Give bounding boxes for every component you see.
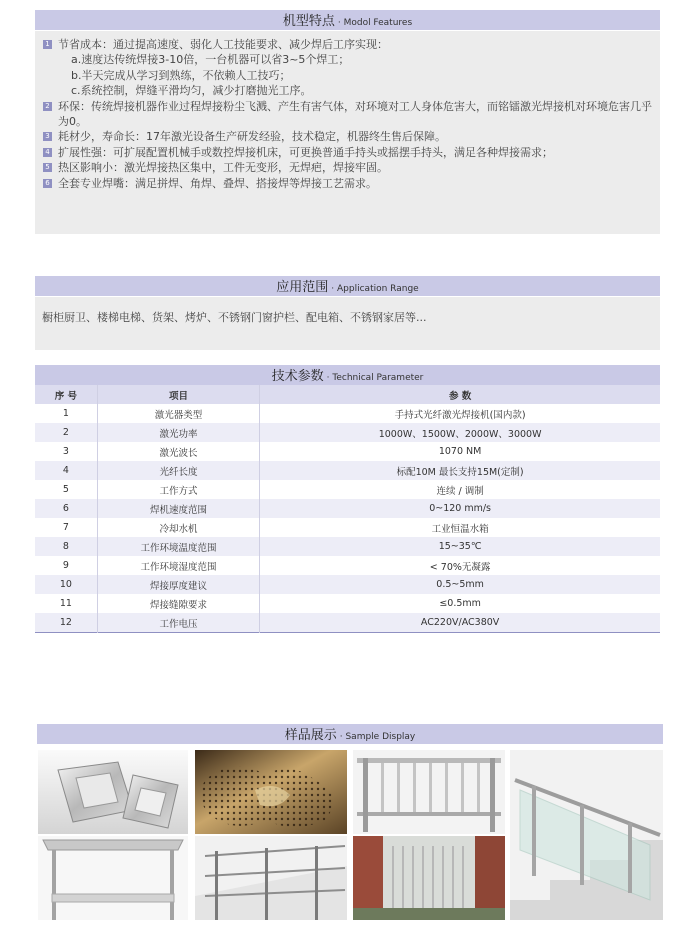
param-item: 激光器类型 — [97, 404, 259, 423]
param-index: 10 — [35, 575, 97, 594]
param-index: 4 — [35, 461, 97, 480]
features-title: 机型特点 — [282, 14, 335, 29]
table-row — [35, 575, 660, 594]
param-value: 连续 / 调制 — [260, 480, 660, 499]
features-list — [35, 31, 660, 191]
application-box — [35, 297, 660, 350]
param-item: 焊接厚度建议 — [97, 575, 259, 594]
sample-image-work-table — [38, 836, 188, 920]
param-value: 0~120 mm/s — [260, 499, 660, 518]
param-item: 冷却水机 — [97, 518, 259, 537]
sample-image-balcony-railing — [195, 836, 347, 920]
param-value: 工业恒温水箱 — [260, 518, 660, 537]
table-row — [35, 613, 660, 633]
application-text: 橱柜厨卫、楼梯电梯、货架、烤炉、不锈钢门窗护栏、配电箱、不锈钢家居等... — [42, 311, 427, 324]
samples-title: 样品展示 — [284, 728, 337, 743]
param-index: 1 — [35, 404, 97, 423]
param-index: 3 — [35, 442, 97, 461]
feature-number-badge: 1 — [43, 40, 52, 49]
parameters-table — [35, 385, 660, 633]
param-index: 11 — [35, 594, 97, 613]
param-value: 1070 NM — [260, 442, 660, 461]
table-header-row — [35, 385, 660, 404]
feature-number-badge: 2 — [43, 102, 52, 111]
application-title-en: · Application Range — [331, 284, 419, 294]
param-index: 6 — [35, 499, 97, 518]
sample-image-steel-letters — [38, 750, 188, 834]
feature-text: 耗材少，寿命长：17年激光设备生产研发经验，技术稳定，机器终生售后保障。 — [58, 130, 446, 144]
feature-sub-item: c.系统控制，焊缝平滑均匀，减少打磨抛光工序。 — [71, 84, 312, 98]
features-box — [35, 31, 660, 234]
param-index: 9 — [35, 556, 97, 575]
feature-number-badge: 3 — [43, 132, 52, 141]
param-item: 激光波长 — [97, 442, 259, 461]
feature-item — [43, 99, 660, 130]
param-value: ≤0.5mm — [260, 594, 660, 613]
param-item: 工作方式 — [97, 480, 259, 499]
table-row — [35, 442, 660, 461]
parameters-table-body — [35, 404, 660, 633]
param-value: 0.5~5mm — [260, 575, 660, 594]
features-title-en: · Modol Features — [337, 18, 413, 28]
column-header-item: 项目 — [97, 385, 259, 404]
feature-sub-item: b.半天完成从学习到熟练，不依赖人工技巧； — [71, 68, 291, 82]
param-index: 5 — [35, 480, 97, 499]
feature-item — [43, 160, 660, 175]
features-header — [35, 10, 660, 30]
samples-header — [37, 724, 663, 744]
param-item: 焊机速度范围 — [97, 499, 259, 518]
feature-number-badge: 5 — [43, 163, 52, 172]
sample-image-railing — [353, 750, 505, 834]
table-row — [35, 461, 660, 480]
param-index: 7 — [35, 518, 97, 537]
feature-text: 环保：传统焊接机器作业过程焊接粉尘飞溅、产生有害气体，对环境对工人身体危害大，而铭镭激光焊接机对环境危害几乎为0。 — [58, 99, 652, 129]
feature-number-badge: 6 — [43, 179, 52, 188]
feature-number-badge: 4 — [43, 148, 52, 157]
param-item: 激光功率 — [97, 423, 259, 442]
param-value: 标配10M 最长支持15M(定制) — [260, 461, 660, 480]
application-header — [35, 276, 660, 296]
param-item: 工作环境温度范围 — [97, 537, 259, 556]
sample-image-perforated-sheet — [195, 750, 347, 834]
param-value: 15~35℃ — [260, 537, 660, 556]
param-item: 光纤长度 — [97, 461, 259, 480]
column-header-index: 序 号 — [35, 385, 97, 404]
table-row — [35, 404, 660, 423]
feature-text: 节省成本：通过提高速度、弱化人工技能要求、减少焊后工序实现： — [58, 38, 388, 51]
feature-text: 热区影响小：激光焊接热区集中，工件无变形，无焊疤，焊接牢固。 — [58, 161, 388, 175]
parameters-header — [35, 365, 660, 385]
param-index: 12 — [35, 613, 97, 633]
param-value: < 70%无凝露 — [260, 556, 660, 575]
table-row — [35, 480, 660, 499]
feature-item — [43, 145, 660, 160]
sample-image-glass-stair-railing — [510, 750, 663, 920]
feature-sub-item: a.速度达传统焊接3-10倍，一台机器可以省3~5个焊工； — [71, 53, 350, 67]
param-value: 手持式光纤激光焊接机(国内款) — [260, 404, 660, 423]
table-row — [35, 556, 660, 575]
feature-text: 全套专业焊嘴：满足拼焊、角焊、叠焊、搭接焊等焊接工艺需求。 — [58, 176, 377, 190]
table-row — [35, 423, 660, 442]
table-row — [35, 518, 660, 537]
sample-image-gate — [353, 836, 505, 920]
column-header-value: 参 数 — [260, 385, 660, 404]
table-row — [35, 537, 660, 556]
param-item: 焊接缝隙要求 — [97, 594, 259, 613]
feature-item — [43, 129, 660, 144]
feature-text: 扩展性强：可扩展配置机械手或数控焊接机床，可更换普通手持头或摇摆手持头，满足各种焊接需求； — [58, 145, 553, 159]
param-index: 8 — [35, 537, 97, 556]
application-title: 应用范围 — [276, 280, 329, 295]
feature-item — [43, 37, 660, 52]
parameters-title-en: · Technical Parameter — [326, 373, 424, 383]
parameters-title: 技术参数 — [271, 369, 324, 384]
param-index: 2 — [35, 423, 97, 442]
samples-title-en: · Sample Display — [339, 732, 416, 742]
table-row — [35, 594, 660, 613]
table-row — [35, 499, 660, 518]
param-item: 工作电压 — [97, 613, 259, 633]
feature-item — [43, 176, 660, 191]
param-value: 1000W、1500W、2000W、3000W — [260, 423, 660, 442]
param-value: AC220V/AC380V — [260, 613, 660, 633]
param-item: 工作环境湿度范围 — [97, 556, 259, 575]
